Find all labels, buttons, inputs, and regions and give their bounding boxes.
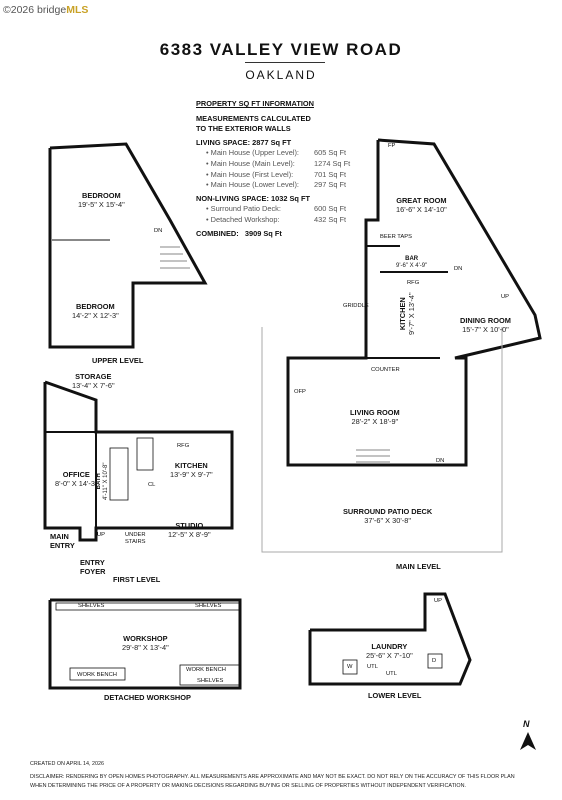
room-label-bath: BATH 4'-11" X 10'-8"	[96, 462, 109, 500]
griddle-label: GRIDDLE	[343, 303, 369, 309]
property-address: 6383 VALLEY VIEW ROAD	[159, 40, 403, 59]
entry-foyer-label: ENTRY FOYER	[80, 558, 106, 576]
rfg-label-first: RFG	[177, 443, 190, 449]
nonliving-item: • Surround Patio Deck: 600 Sq Ft	[206, 204, 347, 214]
rfg-label-main: RFG	[407, 280, 420, 286]
room-label-kitchen-main: KITCHEN 9'-7" X 13'-4"	[398, 292, 416, 335]
measure-note-2: TO THE EXTERIOR WALLS	[196, 124, 291, 134]
main-dn-label: DN	[454, 266, 463, 272]
watermark: ©2026 bridgeMLS	[3, 4, 89, 16]
living-item: • Main House (First Level): 701 Sq Ft	[206, 169, 347, 179]
work-bench-label-right: WORK BENCH	[186, 667, 226, 673]
room-label-bedroom-lower: BEDROOM 14'-2" X 12'-3"	[72, 302, 119, 320]
work-bench-label-left: WORK BENCH	[77, 672, 117, 678]
ofp-label: OFP	[294, 389, 306, 395]
living-total: LIVING SPACE: 2877 Sq FT	[196, 137, 292, 147]
disclaimer-line-2: WHEN DETERMINING THE PRICE OF A PROPERTY OR MAKING DECISIONS REGARDING BUYING OR SELLING OF PROPERTIES WITHOUT INDEPENDENT VERIFICATION.	[30, 783, 467, 789]
room-label-kitchen-first: KITCHEN 13'-9" X 9'-7"	[170, 461, 213, 479]
living-item: • Main House (Upper Level): 605 Sq Ft	[206, 148, 347, 158]
measure-note-1: MEASUREMENTS CALCULATED	[196, 113, 311, 123]
main-entry-label: MAIN ENTRY	[50, 532, 75, 550]
lower-up-label: UP	[434, 598, 443, 604]
room-label-office: OFFICE 8'-0" X 14'-3"	[55, 470, 98, 488]
shelves-label-bench: SHELVES	[197, 678, 224, 684]
cl-label: CL	[148, 482, 156, 488]
utl-label-1: UTL	[367, 664, 378, 670]
room-label-bar: BAR 9'-6" X 4'-9"	[396, 256, 428, 269]
room-label-bedroom-upper: BEDROOM 19'-5" X 15'-4"	[78, 191, 125, 209]
fp-label: FP	[388, 143, 396, 149]
disclaimer-line-1: DISCLAIMER: RENDERING BY OPEN HOMES PHOTOGRAPHY. ALL MEASUREMENTS ARE APPROXIMATE AND MAY NOT BE EXACT. DO NOT RELY ON THE ACCURACY OF THIS FLOOR PLAN	[30, 774, 515, 780]
level-label-detached: DETACHED WORKSHOP	[104, 693, 191, 702]
created-date: CREATED ON APRIL 14, 2026	[30, 761, 105, 767]
main-up-label: UP	[501, 294, 510, 300]
room-label-workshop: WORKSHOP 29'-8" X 13'-4"	[122, 634, 169, 652]
utl-label-2: UTL	[386, 671, 397, 677]
nonliving-total: NON-LIVING SPACE: 1032 Sq FT	[196, 193, 311, 203]
living-item: • Main House (Lower Level): 297 Sq Ft	[206, 180, 347, 190]
room-label-storage: STORAGE 13'-4" X 7'-6"	[72, 372, 115, 390]
living-item: • Main House (Main Level): 1274 Sq Ft	[206, 158, 351, 168]
room-label-living: LIVING ROOM 28'-2" X 18'-9"	[350, 408, 400, 426]
washer-label: W	[347, 664, 353, 670]
first-up-label: UP	[97, 532, 106, 538]
level-label-first: FIRST LEVEL	[113, 575, 161, 584]
property-city: OAKLAND	[245, 68, 317, 82]
room-label-great-room: GREAT ROOM 16'-6" X 14'-10"	[396, 196, 447, 214]
shelves-label-left: SHELVES	[78, 603, 105, 609]
dryer-label: D	[432, 658, 437, 664]
under-stairs-label: UNDER STAIRS	[125, 532, 146, 545]
nonliving-item: • Detached Workshop: 432 Sq Ft	[206, 214, 347, 224]
title-divider	[245, 62, 325, 63]
level-label-upper: UPPER LEVEL	[92, 356, 144, 365]
living-dn-label: DN	[436, 458, 445, 464]
compass-arrow	[520, 732, 536, 750]
shelves-label-right: SHELVES	[195, 603, 222, 609]
sqft-heading: PROPERTY SQ FT INFORMATION	[196, 99, 314, 108]
beer-taps-label: BEER TAPS	[380, 234, 413, 240]
counter-label: COUNTER	[371, 367, 400, 373]
sqft-info-panel	[196, 99, 350, 239]
combined-total: COMBINED: 3909 Sq Ft	[196, 228, 282, 238]
room-label-studio: STUDIO 12'-5" X 8'-9"	[168, 521, 211, 539]
level-label-main: MAIN LEVEL	[396, 562, 441, 571]
room-label-laundry: LAUNDRY 25'-6" X 7'-10"	[366, 642, 413, 660]
upper-dn-label: DN	[154, 228, 163, 234]
level-label-lower: LOWER LEVEL	[368, 691, 422, 700]
room-label-patio: SURROUND PATIO DECK 37'-6" X 30'-8"	[343, 507, 433, 525]
compass-north-label: N	[523, 719, 530, 729]
room-label-dining: DINING ROOM 15'-7" X 10'-0"	[460, 316, 511, 334]
